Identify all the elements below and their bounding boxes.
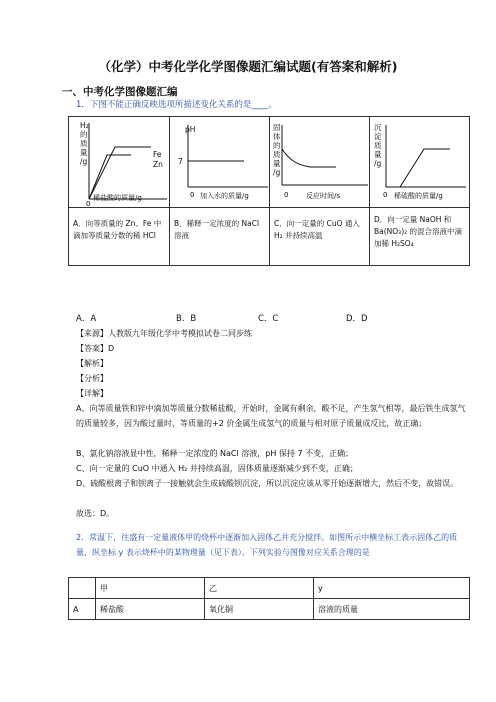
table-header-cell: [69, 578, 96, 599]
graph-a: [69, 117, 170, 207]
graph-b-xlabel: 加入水的质量/g: [200, 192, 249, 200]
choice-c: C．C: [258, 314, 279, 324]
page-title: （化学）中考化学化学图像题汇编试题(有答案和解析): [98, 59, 398, 74]
graph-c-ylabel-4: 量: [273, 159, 281, 168]
choice-b: B．B: [176, 314, 197, 324]
table-cell: A: [69, 599, 96, 620]
graph-d-ylabel-4: /g: [374, 159, 382, 168]
graph-d-ylabel-3: 量: [374, 150, 382, 159]
graph-a-ylabel-1: 的: [80, 130, 88, 139]
detail-d: D、硫酸根离子和钡离子一接触就会生成硫酸钡沉淀，所以沉淀应该从零开始逐渐增大，然后不变，故错误。: [76, 479, 459, 488]
detail-heading: 【详解】: [76, 389, 108, 398]
table-header-cell: 乙: [205, 578, 314, 599]
graph-c-ylabel-3: 质: [273, 150, 281, 159]
option-c-text: C．向一定量的 CuO 通入 H₂ 并持续高温: [270, 208, 370, 265]
graph-c: [270, 117, 370, 207]
graph-b: [170, 117, 270, 207]
svg-text:0: 0: [284, 191, 289, 199]
table-header-row: [69, 578, 470, 599]
graph-c-ylabel-5: /g: [273, 168, 281, 177]
graph-a-ylabel-4: /g: [80, 157, 88, 166]
options-table: [68, 208, 470, 266]
option-d-text: D．向一定量 NaOH 和 Ba(NO₃)₂ 的混合溶液中滴加稀 H₂SO₄: [374, 215, 463, 248]
graph-c-ylabel-2: 的: [273, 141, 281, 150]
table-cell: 溶液的质量: [314, 599, 470, 620]
detail-b: B、氯化钠溶液显中性，稀释一定浓度的 NaCl 溶液，pH 保持 7 不变，正确；: [76, 449, 354, 458]
graph-a-ylabel-3: 量: [80, 148, 88, 157]
graph-a-legend-fe: Fe: [153, 150, 162, 159]
graph-a-xlabel: 稀盐酸的质量/g: [93, 194, 142, 202]
graph-d-ylabel-1: 淀: [374, 132, 382, 141]
question-1-prompt: 1．下图不能正确反映选项所描述变化关系的是____。: [76, 100, 277, 110]
analysis-sub-heading: 【分析】: [76, 374, 108, 383]
option-b-text: B．稀释一定浓度的 NaCl 溶液: [170, 208, 270, 265]
table-header-cell: 甲: [96, 578, 205, 599]
table-row: [69, 599, 470, 620]
svg-text:0: 0: [383, 191, 388, 199]
graph-d-ylabel-0: 沉: [374, 123, 382, 132]
table-cell: 稀盐酸: [96, 599, 205, 620]
graph-b-tick-7: 7: [178, 157, 183, 166]
graph-d: [370, 117, 470, 207]
graph-a-legend-zn: Zn: [153, 160, 163, 169]
source-line: 【来源】人教版九年级化学中考模拟试卷二同步练: [76, 329, 252, 338]
section-heading: 一、中考化学图像题汇编: [62, 86, 178, 98]
detail-c: C、向一定量的 CuO 中通入 H₂ 并持续高温，固体质量逐渐减少到不变，正确；: [76, 464, 358, 473]
graph-b-ylabel: pH: [185, 125, 196, 134]
question-2-table: [68, 577, 470, 620]
choice-a: A．A: [76, 314, 97, 324]
analysis-heading: 【解析】: [76, 359, 108, 368]
table-cell: 氧化铜: [205, 599, 314, 620]
question-2-text: 2．常温下，往盛有一定量液体甲的烧杯中逐渐加入固体乙并充分搅拌。如图所示中横坐标工表示固体乙的质量，纵坐标 y 表示烧杯中的某物理量（见下表）。下列实验与图像对应关系合理的是: [76, 533, 458, 557]
graph-c-ylabel-1: 体: [273, 132, 281, 141]
graph-c-ylabel-0: 固: [273, 123, 281, 132]
detail-a: A、向等质量铁和锌中滴加等质量分数稀盐酸，开始时，金属有剩余，酸不足，产生氢气相等，最后铁生成氢气的质量较多，因为酸过量时，等质量的+2 价金属生成氢气的质量与相对原子质量成反比，故正确；: [76, 404, 466, 428]
table-header-cell: y: [314, 578, 470, 599]
graph-a-ylabel-0: H₂: [80, 121, 89, 130]
graph-d-ylabel-2: 质: [374, 141, 382, 150]
graph-a-ylabel-2: 质: [80, 139, 88, 148]
question-2-prompt: [76, 530, 466, 560]
graph-c-xlabel: 反应时间/s: [306, 192, 341, 200]
graph-d-xlabel: 稀硫酸的质量/g: [394, 192, 443, 200]
choice-d: D．D: [346, 314, 368, 324]
detail-conclusion: 故选：D。: [76, 509, 115, 518]
option-a-text: A．向等质量的 Zn、Fe 中滴加等质量分数的稀 HCl: [69, 208, 170, 265]
svg-text:0: 0: [86, 200, 91, 207]
svg-text:0: 0: [190, 191, 195, 199]
graph-table: [68, 116, 470, 208]
answer-line: 【答案】D: [76, 344, 115, 353]
